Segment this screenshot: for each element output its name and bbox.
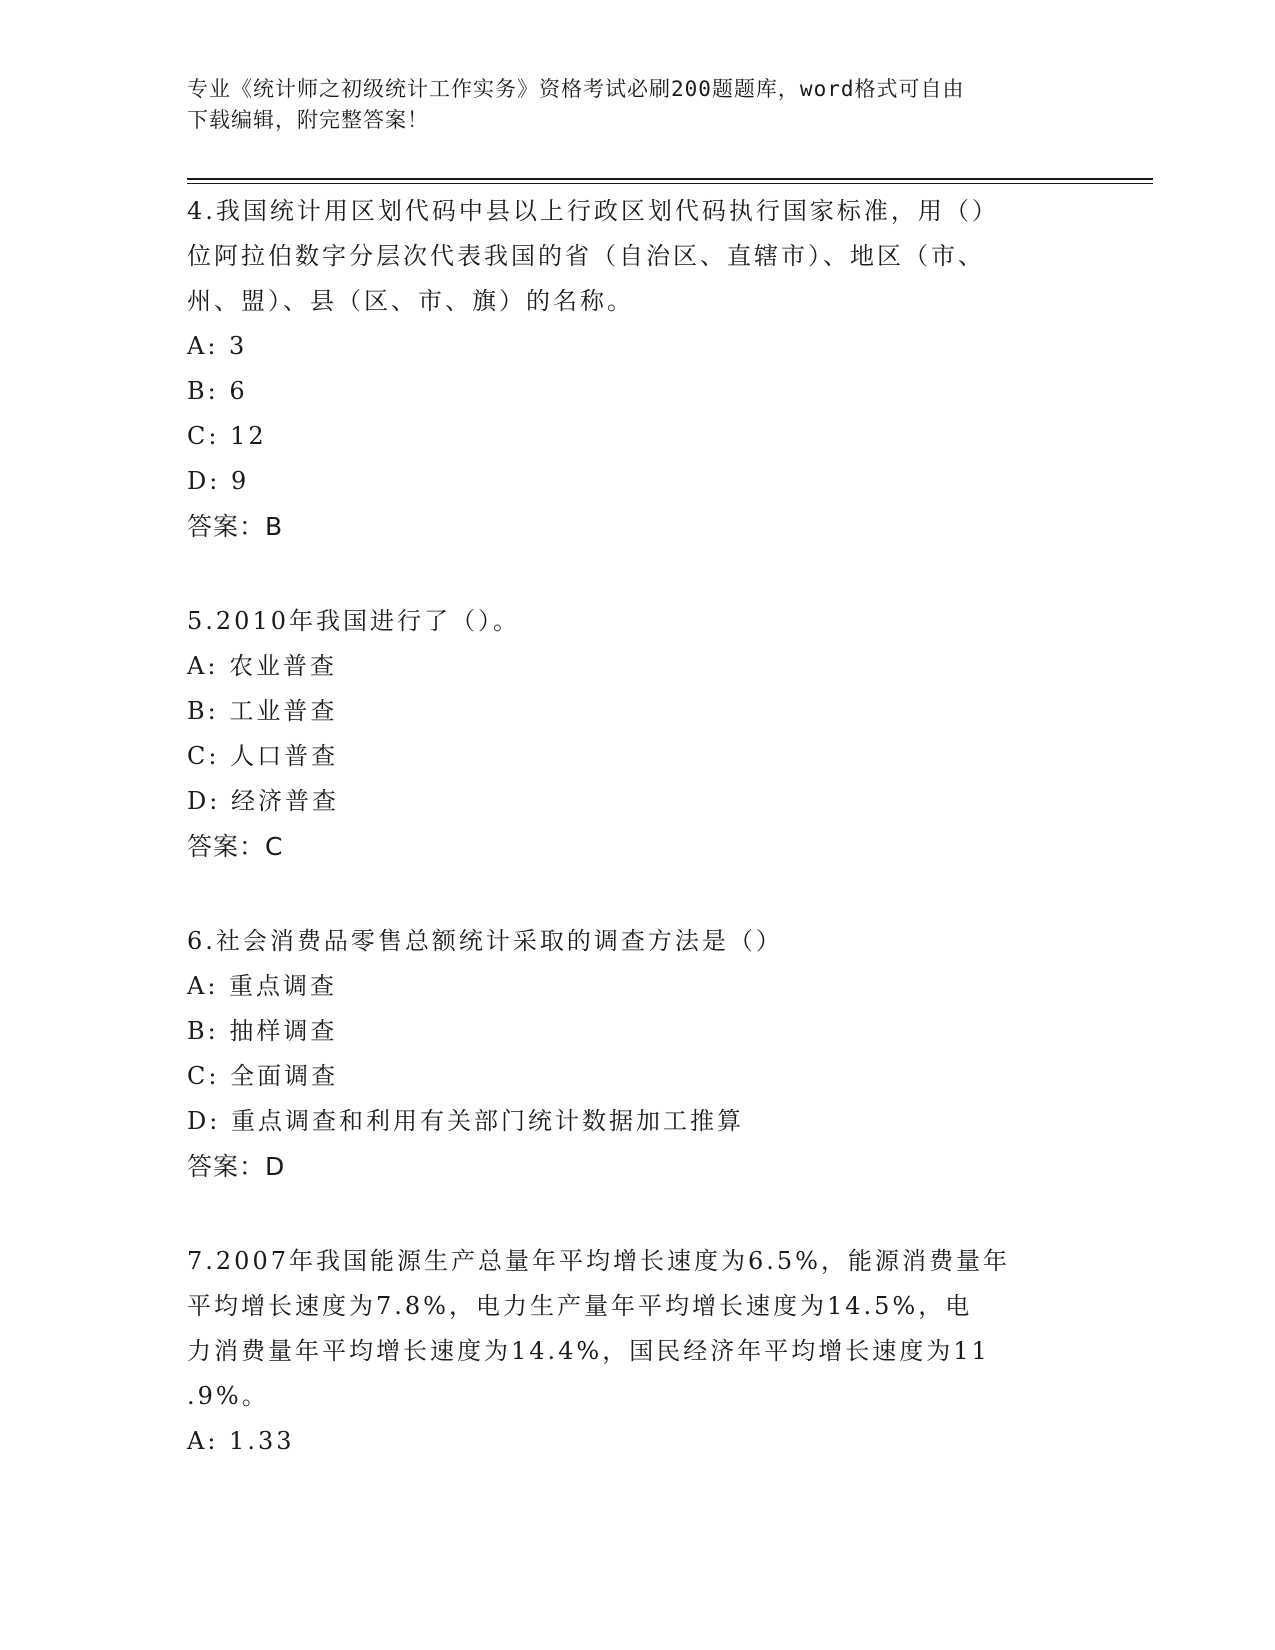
header-line-2: 下载编辑，附完整答案！	[187, 108, 429, 132]
option-c: C: 12	[187, 422, 267, 450]
option-a: A: 农业普查	[187, 652, 338, 680]
header-divider-thick	[187, 178, 1153, 180]
answer-line: 答案：B	[187, 512, 284, 541]
header-line-1: 专业《统计师之初级统计工作实务》资格考试必刷200题题库，word格式可自由	[187, 77, 965, 101]
option-a: A: 3	[187, 332, 248, 360]
answer-line: 答案：D	[187, 1152, 286, 1181]
question-stem-line: 平均增长速度为7.8%，电力生产量年平均增长速度为14.5%，电	[187, 1292, 973, 1320]
question-stem-line: 州、盟）、县（区、市、旗）的名称。	[187, 287, 634, 315]
option-a: A: 重点调查	[187, 972, 338, 1000]
question-5	[187, 599, 1087, 869]
option-d: D: 重点调查和利用有关部门统计数据加工推算	[187, 1107, 744, 1135]
option-c: C: 人口普查	[187, 742, 339, 770]
option-a: A: 1.33	[187, 1427, 295, 1455]
option-b: B: 工业普查	[187, 697, 338, 725]
question-stem-line: 7.2007年我国能源生产总量年平均增长速度为6.5%，能源消费量年	[187, 1247, 1010, 1275]
header-divider-thin	[187, 183, 1153, 184]
question-stem-line: 6.社会消费品零售总额统计采取的调查方法是（）	[187, 927, 783, 955]
question-stem-line: 5.2010年我国进行了（）。	[187, 607, 520, 635]
question-stem-line: 4.我国统计用区划代码中县以上行政区划代码执行国家标准，用（）	[187, 197, 999, 225]
question-list	[187, 189, 1087, 1514]
question-7	[187, 1239, 1087, 1464]
document-header	[187, 74, 1067, 136]
option-b: B: 6	[187, 377, 248, 405]
question-6	[187, 919, 1087, 1189]
option-c: C: 全面调查	[187, 1062, 339, 1090]
option-d: D: 经济普查	[187, 787, 339, 815]
question-stem-line: 力消费量年平均增长速度为14.4%，国民经济年平均增长速度为11	[187, 1337, 990, 1365]
answer-line: 答案：C	[187, 832, 284, 861]
question-stem-line: 位阿拉伯数字分层次代表我国的省（自治区、直辖市）、地区（市、	[187, 242, 985, 270]
question-stem-line: .9%。	[187, 1382, 269, 1410]
option-b: B: 抽样调查	[187, 1017, 338, 1045]
question-4	[187, 189, 1087, 549]
option-d: D: 9	[187, 467, 250, 495]
